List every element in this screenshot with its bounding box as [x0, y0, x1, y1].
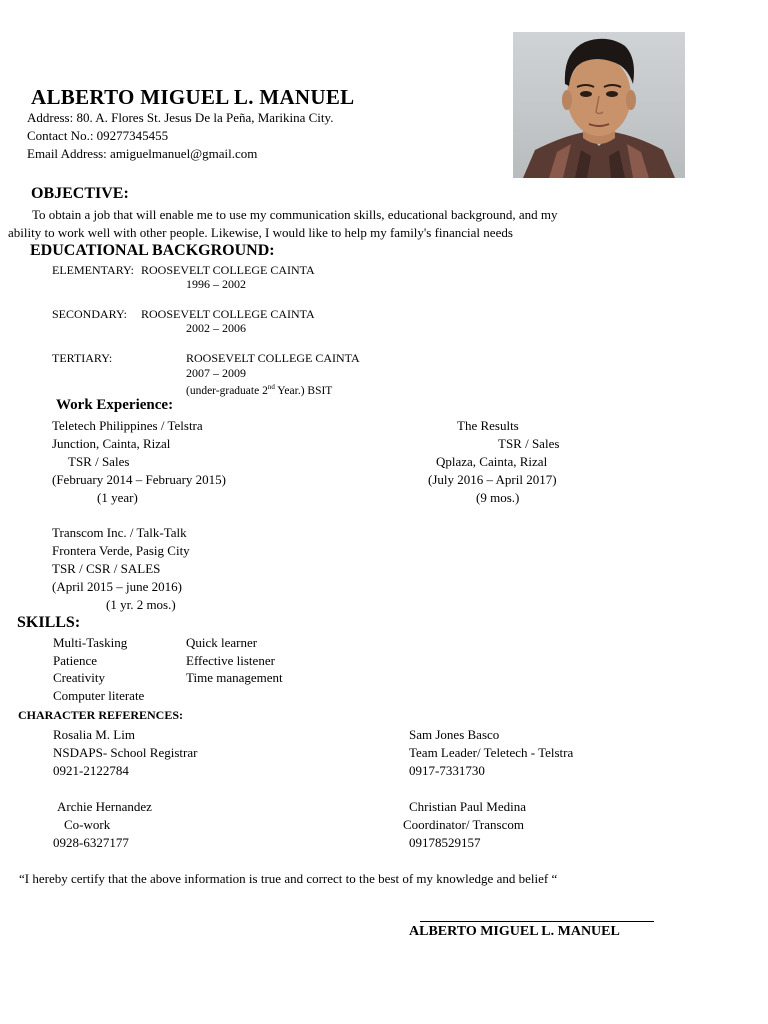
- work-heading: Work Experience:: [56, 397, 174, 413]
- address: Address: 80. A. Flores St. Jesus De la Peña, Marikina City.: [27, 110, 334, 125]
- objective-line-2: ability to work well with other people. Likewise, I would like to help my family's financial needs: [8, 225, 513, 240]
- tertiary-years: 2007 – 2009: [186, 366, 246, 380]
- job2-position: TSR / Sales: [498, 436, 560, 451]
- ref2-title: Team Leader/ Teletech - Telstra: [409, 745, 574, 760]
- job2-duration: (9 mos.): [476, 490, 520, 505]
- email-address: Email Address: amiguelmanuel@gmail.com: [27, 146, 258, 161]
- secondary-label: SECONDARY:: [52, 307, 127, 321]
- applicant-name: ALBERTO MIGUEL L. MANUEL: [31, 85, 355, 109]
- skill-item: Computer literate: [53, 688, 145, 703]
- tertiary-label: TERTIARY:: [52, 351, 113, 365]
- job1-dates: (February 2014 – February 2015): [52, 472, 227, 487]
- ref4-name: Christian Paul Medina: [409, 799, 526, 814]
- ref4-phone: 09178529157: [409, 835, 481, 850]
- skill-item: Effective listener: [186, 653, 275, 668]
- ref2-phone: 0917-7331730: [409, 763, 485, 778]
- references-heading: CHARACTER REFERENCES:: [18, 708, 184, 722]
- objective-line-1: To obtain a job that will enable me to use my communication skills, educational background, and my: [32, 207, 558, 222]
- job1-position: TSR / Sales: [68, 454, 130, 469]
- portrait-image: [513, 32, 685, 178]
- profile-photo: [513, 32, 685, 178]
- education-heading: EDUCATIONAL BACKGROUND:: [30, 242, 275, 259]
- skill-item: Patience: [53, 653, 98, 668]
- ref1-name: Rosalia M. Lim: [53, 727, 135, 742]
- signature-name: ALBERTO MIGUEL L. MANUEL: [409, 924, 620, 939]
- secondary-years: 2002 – 2006: [186, 321, 246, 335]
- job3-duration: (1 yr. 2 mos.): [106, 597, 176, 612]
- elementary-school: ROOSEVELT COLLEGE CAINTA: [141, 263, 315, 277]
- tertiary-note-a: (under-graduate 2: [186, 384, 268, 397]
- skill-item: Multi-Tasking: [53, 635, 128, 650]
- job3-location: Frontera Verde, Pasig City: [52, 543, 190, 558]
- signature-line: [420, 921, 654, 922]
- job2-company: The Results: [457, 418, 519, 433]
- tertiary-note-b: Year.) BSIT: [274, 384, 333, 397]
- ref1-phone: 0921-2122784: [53, 763, 129, 778]
- tertiary-note: [186, 380, 332, 399]
- job3-position: TSR / CSR / SALES: [52, 561, 161, 576]
- elementary-label: ELEMENTARY:: [52, 263, 134, 277]
- skill-item: Creativity: [53, 670, 105, 685]
- job1-company: Teletech Philippines / Telstra: [52, 418, 203, 433]
- job1-duration: (1 year): [97, 490, 138, 505]
- ref4-title: Coordinator/ Transcom: [403, 817, 524, 832]
- tertiary-note-sup: nd: [267, 383, 275, 391]
- job1-location: Junction, Cainta, Rizal: [52, 436, 171, 451]
- elementary-years: 1996 – 2002: [186, 277, 246, 291]
- ref3-name: Archie Hernandez: [57, 799, 152, 814]
- certification-statement: “I hereby certify that the above information is true and correct to the best of my knowledge and belief “: [19, 871, 558, 886]
- objective-heading: OBJECTIVE:: [31, 185, 129, 202]
- job3-company: Transcom Inc. / Talk-Talk: [52, 525, 187, 540]
- job2-dates: (July 2016 – April 2017): [428, 472, 557, 487]
- tertiary-school: ROOSEVELT COLLEGE CAINTA: [186, 351, 360, 365]
- job2-location: Qplaza, Cainta, Rizal: [436, 454, 548, 469]
- secondary-school: ROOSEVELT COLLEGE CAINTA: [141, 307, 315, 321]
- skill-item: Time management: [186, 670, 283, 685]
- contact-number: Contact No.: 09277345455: [27, 128, 169, 143]
- skills-heading: SKILLS:: [17, 614, 81, 631]
- ref2-name: Sam Jones Basco: [409, 727, 500, 742]
- skill-item: Quick learner: [186, 635, 258, 650]
- job3-dates: (April 2015 – june 2016): [52, 579, 182, 594]
- ref3-phone: 0928-6327177: [53, 835, 129, 850]
- ref1-title: NSDAPS- School Registrar: [53, 745, 198, 760]
- ref3-title: Co-work: [64, 817, 111, 832]
